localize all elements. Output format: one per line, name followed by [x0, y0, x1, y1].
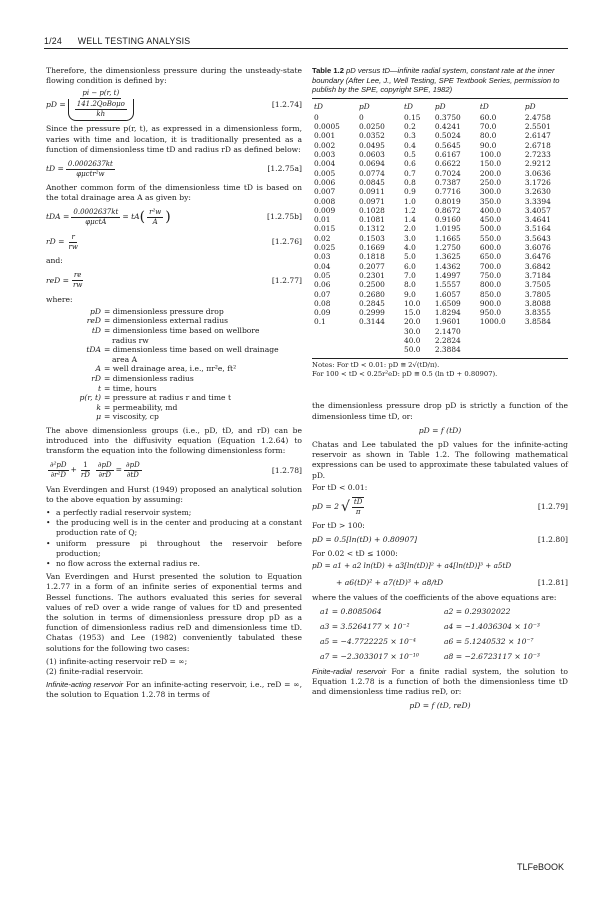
list-item: • the producing well is in the center and producing at a constant production rate of Q;: [46, 518, 302, 538]
table-cell: 0.7716: [434, 187, 461, 197]
table-cell: 0.15: [404, 112, 421, 122]
case-list: [46, 657, 302, 677]
table-cell: 1.4: [404, 215, 416, 225]
table-cell: 700.0: [479, 261, 502, 271]
table-cell: 900.0: [479, 298, 502, 308]
table-cell: 80.0: [479, 131, 497, 141]
table-cell: 0.3750: [434, 112, 461, 122]
equation-number: [1.2.76]: [271, 237, 302, 247]
table-cell: 0.2077: [359, 261, 385, 271]
chapter-title: WELL TESTING ANALYSIS: [77, 36, 191, 46]
table-cell: 1000.0: [479, 317, 506, 327]
paragraph: Another common form of the dimensionless time tD is based on the total drainage area A as given by:: [46, 183, 302, 203]
table-cell: 200.0: [479, 168, 502, 178]
paragraph: where the values of the coefficients of the above equations are:: [312, 592, 557, 602]
table-cell: 0.8: [404, 177, 416, 187]
table-cell: 250.0: [479, 177, 502, 187]
list-item: • a perfectly radial reservoir system;: [46, 508, 302, 518]
table-cell: [357, 327, 402, 336]
right-column: [312, 66, 568, 715]
equation-1-2-75b: tDA = $\frac{0.0002637kt}{\text{φμctA}}$ = tA ( $\frac{\text{r²w}}{A}$ ) [1.2.75b]: [46, 207, 302, 226]
paragraph: The above dimensionless groups (i.e., pD, tD, and rD) can be introduced into the diffusivity equation (Equation 1.2.64) to transform the equation into the following dimensionless form:: [46, 425, 302, 456]
paragraph: Therefore, the dimensionless pressure during the unsteady-state flowing condition is defined by:: [46, 66, 302, 86]
table-cell: 0.2999: [359, 308, 385, 318]
table-cell: 7.0: [404, 270, 416, 280]
table-cell: 0.7024: [434, 168, 461, 178]
table-cell: 950.0: [479, 308, 502, 318]
table-cell: 3.6076: [524, 243, 551, 253]
table-cell: [357, 345, 402, 354]
table-cell: [523, 336, 568, 345]
left-column: [46, 66, 302, 702]
table-cell: 2.0: [404, 224, 416, 234]
symbol-definitions: [46, 307, 302, 422]
column-header: pD: [434, 101, 446, 111]
pd-td-table: [312, 102, 568, 355]
table-caption: Table 1.2 pD versus tD—infinite radial system, constant rate at the inner boundary (After Lee, J., Well Testing, SPE Textbook Series, permission to publish by the SPE, copyright SPE, 1982): [312, 66, 560, 95]
table-cell: 0.015: [314, 224, 336, 234]
table-cell: 500.0: [479, 224, 502, 234]
table-cell: 3.8355: [524, 308, 551, 318]
table-cell: 0.03: [314, 252, 331, 262]
table-cell: 2.2824: [434, 336, 461, 345]
table-cell: 850.0: [479, 289, 502, 299]
table-cell: [523, 327, 568, 336]
table-cell: 3.3394: [524, 196, 551, 206]
table-cell: 3.2630: [524, 187, 551, 197]
definition-row: reD = dimensionless external radius: [86, 316, 229, 326]
equation-1-2-77: reD = $\frac{re}{rw}$ [1.2.77]: [46, 271, 302, 290]
table-row: [312, 224, 568, 233]
table-cell: 0.0845: [359, 177, 385, 187]
table-cell: 3.1726: [524, 177, 551, 187]
table-row: [312, 234, 568, 243]
fraction: $\frac{pi - p(r, t)}{\frac{\text{141.2QoBoμo}}{kh}}$: [68, 89, 134, 121]
table-row: [312, 215, 568, 224]
table-cell: 20.0: [404, 317, 421, 327]
table-cell: 600.0: [479, 243, 502, 253]
list-item: (1) infinite-acting reservoir reD = ∞;: [46, 656, 188, 666]
paragraph: the dimensionless pressure drop pD is strictly a function of the dimensionless time tD, or:: [312, 401, 568, 421]
table-row: [312, 243, 568, 252]
equation-number: [1.2.78]: [271, 465, 302, 475]
table-cell: 1.1665: [434, 233, 461, 243]
paragraph: Since the pressure p(r, t), as expressed in a dimensionless form, varies with time and location, it is traditionally presented as a function of dimensionless time tD and radius rD as defined below:: [46, 124, 302, 154]
table-cell: 0.007: [314, 187, 336, 197]
table-cell: 0.1669: [359, 243, 385, 253]
table-cell: 0.6: [404, 159, 416, 169]
table-cell: 0.0774: [359, 168, 385, 178]
equation-1-2-81-line2: + a6(tD)² + a7(tD)³ + a8/tD [1.2.81]: [336, 577, 568, 587]
table-cell: 0.06: [314, 280, 331, 290]
definition-row: pD = dimensionless pressure drop: [90, 306, 224, 316]
table-notes: [312, 361, 568, 379]
table-cell: 2.6147: [524, 131, 551, 141]
table-cell: 0.08: [314, 298, 331, 308]
table-cell: 0.1: [314, 317, 326, 327]
page-number: 1/24: [44, 36, 62, 46]
table-cell: [312, 327, 357, 336]
table-row: [312, 262, 568, 271]
table-cell: 0.1028: [359, 205, 385, 215]
table-note: For 100 < tD < 0.25r²eD: pD ≅ 0.5 (ln tD + 0.80907).: [312, 370, 498, 379]
table-cell: 30.0: [404, 326, 421, 336]
equation-1-2-75a: tD = $\frac{0.0002637kt}{\text{φμctr²w}}$ [1.2.75a]: [46, 159, 302, 178]
table-cell: 2.3884: [434, 345, 461, 355]
coefficient: a7 = −2.3033017 × 10⁻¹⁰: [320, 652, 419, 662]
table-cell: 1.5557: [434, 280, 461, 290]
table-row: [312, 336, 568, 345]
table-cell: 5.0: [404, 252, 416, 262]
table-cell: 3.5164: [524, 224, 551, 234]
definition-row: μ = viscosity, cp: [96, 412, 159, 422]
table-rule: [312, 98, 568, 99]
table-cell: 1.9601: [434, 317, 461, 327]
equation-number: [1.2.75a]: [267, 163, 302, 173]
table-cell: 0.7: [404, 168, 416, 178]
table-cell: 90.0: [479, 140, 497, 150]
running-header: [44, 36, 568, 46]
table-row: [312, 122, 568, 131]
table-cell: 0.05: [314, 270, 331, 280]
table-row: [312, 308, 568, 317]
table-cell: 1.8294: [434, 308, 461, 318]
table-cell: 0.025: [314, 243, 336, 253]
table-row: [312, 113, 568, 122]
table-row: [312, 299, 568, 308]
table-row: [312, 317, 568, 326]
table-row: [312, 206, 568, 215]
coefficient: a8 = −2.6723117 × 10⁻³: [444, 652, 540, 662]
list-item: • no flow across the external radius re.: [46, 559, 302, 569]
equation-pd-function: pD = f (tD): [418, 425, 462, 435]
coefficient-list: [320, 607, 568, 663]
table-cell: 0.6622: [434, 159, 461, 169]
table-row: [312, 141, 568, 150]
table-cell: 0.2680: [359, 289, 385, 299]
column-header: tD: [314, 101, 323, 111]
table-cell: 0.01: [314, 215, 331, 225]
equation-number: [1.2.81]: [537, 577, 568, 587]
table-cell: 2.6718: [524, 140, 551, 150]
table-cell: 0.003: [314, 150, 336, 160]
coefficient: a2 = 0.29302022: [444, 606, 511, 616]
column-header: pD: [524, 101, 536, 111]
table-cell: 2.4758: [524, 112, 551, 122]
table-cell: 3.7505: [524, 280, 551, 290]
column-header: tD: [479, 101, 489, 111]
table-row: [312, 169, 568, 178]
table-cell: 1.0: [404, 196, 416, 206]
equation-pd-function-red: pD = f (tD, reD): [409, 701, 471, 711]
footer-brand: TLFeBOOK: [516, 862, 564, 872]
table-cell: 0.004: [314, 159, 336, 169]
table-cell: 2.7233: [524, 150, 551, 160]
table-cell: 0.8019: [434, 196, 461, 206]
table-row: [312, 159, 568, 168]
table-row: [312, 327, 568, 336]
table-cell: 350.0: [479, 196, 502, 206]
equation-1-2-74: pD = $\frac{pi - p(r, t)}{\frac{\text{141.2QoBoμo}}{kh}}$ [1.2.74]: [46, 89, 302, 121]
table-row: [312, 178, 568, 187]
table-cell: 70.0: [479, 122, 497, 132]
equation-number: [1.2.77]: [271, 275, 302, 285]
table-cell: 1.4362: [434, 261, 461, 271]
paragraph: and:: [46, 256, 63, 266]
table-cell: 0.1503: [359, 233, 385, 243]
table-cell: 0.0250: [359, 122, 385, 132]
table-cell: 0.6167: [434, 150, 461, 160]
paragraph: For 0.02 < tD ≤ 1000:: [312, 549, 398, 559]
table-cell: 300.0: [479, 187, 502, 197]
table-cell: 0.3144: [359, 317, 385, 327]
table-cell: 60.0: [479, 112, 497, 122]
table-cell: 6.0: [404, 261, 416, 271]
table-cell: 0.3: [404, 131, 416, 141]
table-cell: 3.0636: [524, 168, 551, 178]
run-in-heading: Finite-radial reservoir: [312, 666, 387, 676]
table-cell: 2.1470: [434, 326, 461, 336]
table-cell: 0.04: [314, 261, 331, 271]
table-cell: 1.2: [404, 205, 416, 215]
table-cell: 0.2500: [359, 280, 385, 290]
table-cell: [312, 336, 357, 345]
table-row: [312, 271, 568, 280]
table-cell: 0.0495: [359, 140, 385, 150]
table-cell: 550.0: [479, 233, 502, 243]
table-row: [312, 345, 568, 354]
table-cell: 1.2750: [434, 243, 461, 253]
table-cell: 1.6509: [434, 298, 461, 308]
column-header: pD: [359, 101, 370, 111]
table-cell: 10.0: [404, 298, 421, 308]
table-cell: 0.5024: [434, 131, 461, 141]
table-cell: 0: [314, 112, 319, 122]
list-item: (2) finite-radial reservoir.: [46, 666, 144, 676]
definition-row: p(r, t) = pressure at radius r and time t: [79, 393, 232, 403]
table-cell: 9.0: [404, 289, 416, 299]
table-cell: 0.2301: [359, 270, 385, 280]
table-cell: 1.0195: [434, 224, 461, 234]
table-cell: 3.6476: [524, 252, 551, 262]
table-cell: 0.4241: [434, 122, 461, 132]
table-cell: 0.02: [314, 233, 331, 243]
table-cell: 0.9160: [434, 215, 461, 225]
paragraph: Chatas and Lee tabulated the pD values for the infinite-acting reservoir as shown in Table 1.2. The following mathematical expressions can be used to approximate these tabulated values of pD.: [312, 440, 568, 480]
definition-row: tD = dimensionless time based on wellbore: [91, 326, 260, 336]
table-cell: [478, 345, 523, 354]
table-body: [312, 113, 568, 355]
table-cell: 400.0: [479, 205, 502, 215]
equation-1-2-80: pD = 0.5[ln(tD) + 0.80907] [1.2.80]: [312, 535, 568, 545]
paragraph: For tD < 0.01:: [312, 482, 368, 492]
equation-1-2-76: rD = $\frac{r}{rw}$ [1.2.76]: [46, 232, 302, 251]
table-cell: 450.0: [479, 215, 502, 225]
table-cell: 40.0: [404, 336, 421, 345]
table-cell: 0.5645: [434, 140, 461, 150]
equation-number: [1.2.79]: [537, 501, 568, 511]
table-cell: 0.006: [314, 177, 336, 187]
table-cell: 800.0: [479, 280, 502, 290]
table-row: [312, 290, 568, 299]
table-cell: 0.0971: [359, 196, 385, 206]
table-cell: 750.0: [479, 270, 502, 280]
table-rule: [312, 358, 568, 359]
definition-row: k = permeability, md: [96, 402, 178, 412]
table-row: [312, 131, 568, 140]
paragraph: Van Everdingen and Hurst (1949) proposed an analytical solution to the above equation by assuming:: [46, 484, 302, 504]
assumption-list: [46, 508, 302, 569]
table-cell: 0.009: [314, 205, 336, 215]
table-cell: 3.4641: [524, 215, 551, 225]
definition-row: A = well drainage area, i.e., πr²e, ft²: [95, 364, 237, 374]
coefficient: a1 = 0.8085064: [320, 606, 382, 616]
table-cell: 0.0911: [359, 187, 385, 197]
equation-number: [1.2.80]: [537, 535, 568, 545]
coefficient: a6 = 5.1240532 × 10⁻⁷: [444, 637, 534, 647]
header-rule: [44, 48, 568, 49]
table-cell: 0.2845: [359, 298, 385, 308]
table-row: [312, 252, 568, 261]
table-cell: 2.5501: [524, 122, 551, 132]
table-cell: 3.8584: [524, 317, 551, 327]
table-cell: 0.5: [404, 150, 416, 160]
definition-row: tDA = dimensionless time based on well drainage: [86, 345, 279, 355]
coefficient: a5 = −4.7722225 × 10⁻⁴: [320, 637, 416, 647]
table-row: [312, 197, 568, 206]
table-cell: 1.3625: [434, 252, 461, 262]
table-cell: 0.0005: [314, 122, 340, 132]
table-cell: 0.9: [404, 187, 416, 197]
equation-number: [1.2.75b]: [267, 212, 302, 222]
equation-1-2-81-line1: pD = a1 + a2 ln(tD) + a3[ln(tD)]² + a4[ln(tD)]³ + a5tD: [312, 561, 512, 571]
table-cell: 0.0603: [359, 150, 385, 160]
table-cell: 0.8672: [434, 205, 461, 215]
table-cell: 100.0: [479, 150, 502, 160]
table-cell: 0: [359, 112, 364, 122]
table-cell: 1.6057: [434, 289, 461, 299]
table-cell: 50.0: [404, 345, 421, 355]
equation-1-2-78: $\frac{\text{∂²pD}}{\text{∂r²D}}$ + $\frac{1}{rD}$ $\frac{\partial pD}{\partial rD}$ = $\frac{\partial pD}{\partial tD}$ [1.2.78]: [50, 461, 302, 480]
table-note: Notes: For tD < 0.01: pD ≅ 2√(tD/π).: [312, 361, 440, 370]
table-cell: 0.005: [314, 168, 336, 178]
definition-row: rD = dimensionless radius: [91, 373, 194, 383]
table-cell: 0.001: [314, 131, 336, 141]
table-cell: 150.0: [479, 159, 502, 169]
table-cell: 15.0: [404, 308, 421, 318]
table-cell: 3.5643: [524, 233, 551, 243]
table-cell: 0.0352: [359, 131, 385, 141]
table-cell: 0.1312: [359, 224, 385, 234]
table-cell: 0.008: [314, 196, 336, 206]
definition-row: area A: [112, 354, 138, 364]
coefficient: a4 = −1.4036304 × 10⁻³: [444, 622, 540, 632]
equation-number: [1.2.74]: [271, 100, 302, 110]
table-cell: 3.4057: [524, 205, 551, 215]
table-cell: 650.0: [479, 252, 502, 262]
table-cell: 0.2: [404, 122, 416, 132]
table-row: [312, 280, 568, 289]
table-cell: 1.4997: [434, 270, 461, 280]
table-cell: 0.07: [314, 289, 331, 299]
table-cell: 8.0: [404, 280, 416, 290]
coefficient: a3 = 3.5264177 × 10⁻²: [320, 622, 410, 632]
table-cell: 0.09: [314, 308, 331, 318]
table-cell: 0.4: [404, 140, 416, 150]
equation-1-2-79: pD = 2 √ $\frac{tD}{\pi}$ [1.2.79]: [312, 498, 568, 517]
paragraph: Van Everdingen and Hurst presented the solution to Equation 1.2.77 in a form of an infinite series of exponential terms and Bessel functions. The authors evaluated this series for several values of reD over a wide range of values for tD and presented the solution in terms of dimensionless pressure drop pD as a function of dimensionless radius reD and dimensionless time tD. Chatas (1953) and Lee (1982) conveniently tabulated these solutions for the following two cases:: [46, 572, 302, 653]
paragraph: where:: [46, 294, 73, 304]
table-cell: [523, 345, 568, 354]
table-cell: 3.7805: [524, 289, 551, 299]
table-cell: 4.0: [404, 243, 416, 253]
table-cell: [478, 336, 523, 345]
paragraph: For tD > 100:: [312, 521, 365, 531]
table-cell: 2.9212: [524, 159, 551, 169]
run-in-heading: Infinite-acting reservoir: [46, 679, 124, 689]
table-cell: 3.0: [404, 233, 416, 243]
table-cell: 3.7184: [524, 270, 551, 280]
list-item: • uniform pressure pi throughout the reservoir before production;: [46, 539, 302, 559]
table-cell: [312, 345, 357, 354]
table-cell: 0.002: [314, 140, 336, 150]
table-cell: 3.6842: [524, 261, 551, 271]
column-header: tD: [404, 101, 413, 111]
table-cell: 0.1818: [359, 252, 385, 262]
table-cell: 0.0694: [359, 159, 385, 169]
table-header-row: [312, 102, 568, 113]
table-row: [312, 187, 568, 196]
table-cell: [357, 336, 402, 345]
table-cell: 0.7387: [434, 177, 461, 187]
paragraph: Infinite-acting reservoir For an infinite-acting reservoir, i.e., reD = ∞, the solution to Equation 1.2.78 in terms of: [46, 679, 302, 700]
table-row: [312, 150, 568, 159]
definition-row: radius rw: [112, 335, 149, 345]
definition-row: t = time, hours: [97, 383, 157, 393]
table-cell: 0.1081: [359, 215, 385, 225]
table-cell: [478, 327, 523, 336]
paragraph: Finite-radial reservoir For a finite radial system, the solution to Equation 1.2.78 is a function of both the dimensionless time tD and dimensionless time radius reD, or:: [312, 666, 568, 697]
table-label: Table 1.2: [312, 66, 344, 75]
table-cell: 3.8088: [524, 298, 551, 308]
